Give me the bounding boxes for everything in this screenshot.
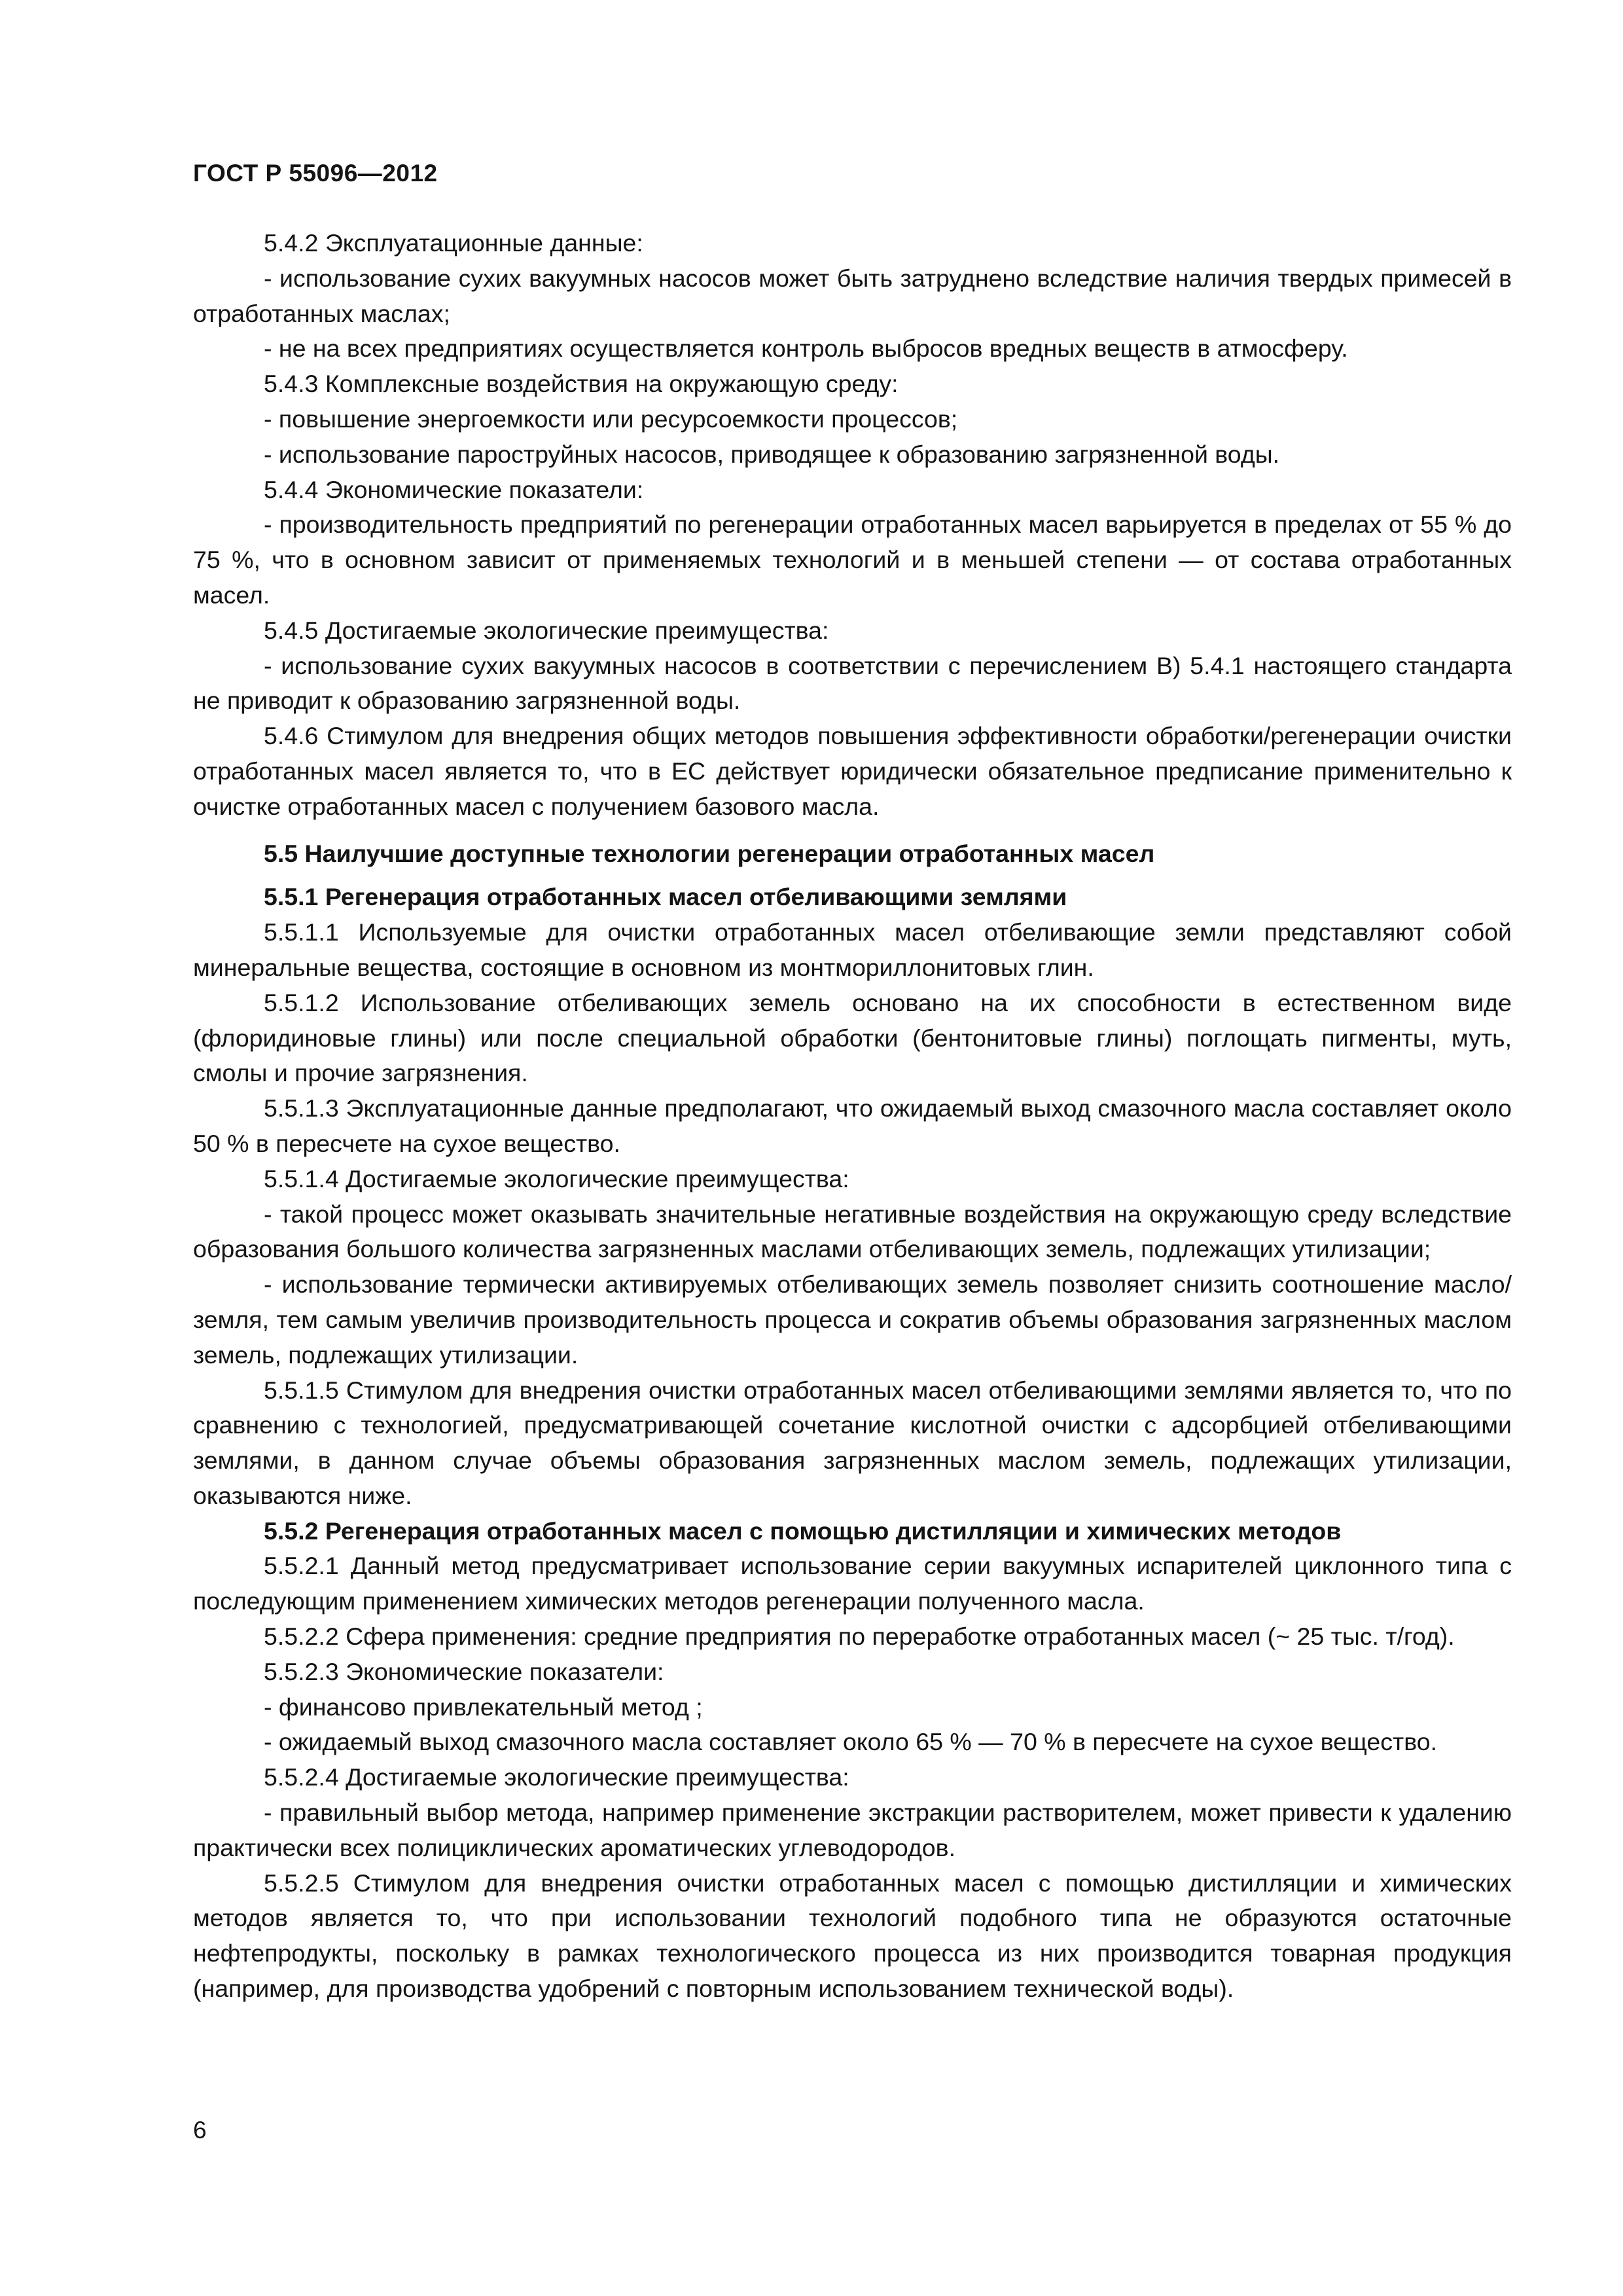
- paragraph: 5.5.1.5 Стимулом для внедрения очистки отработанных масел отбеливающими землями является то, что по сравнению с технологией, предусматривающей сочетание кислотной очистки с адсорбцией отбеливающими землями, в данном случае объемы образования загрязненных маслом земель, подлежащих утилизации, оказываются ниже.: [193, 1376, 1512, 1509]
- list-item: - такой процесс может оказывать значительные негативные воздействия на окружающую среду вследствие образования большого количества загрязненных маслами отбеливающих земель, подлежащих утилизации;: [193, 1200, 1512, 1263]
- paragraph: 5.4.2 Эксплуатационные данные:: [264, 229, 643, 257]
- document-header: ГОСТ Р 55096—2012: [193, 160, 438, 187]
- paragraph: 5.4.6 Стимулом для внедрения общих методов повышения эффективности обработки/регенерации очистки отработанных масел является то, что в ЕС действует юридически обязательное предписание применительно к очистке отработанных масел с получением базового масла.: [193, 722, 1512, 820]
- paragraph: 5.5.2.1 Данный метод предусматривает использование серии вакуумных испарителей циклонного типа с последующим применением химических методов регенерации полученного масла.: [193, 1552, 1512, 1615]
- list-item: - ожидаемый выход смазочного масла составляет около 65 % — 70 % в пересчете на сухое вещество.: [264, 1728, 1437, 1756]
- page-number: 6: [193, 2117, 207, 2144]
- list-item: - производительность предприятий по регенерации отработанных масел варьируется в пределах от 55 % до 75 %, что в основном зависит от применяемых технологий и в меньшей степени — от состава отработанных масел.: [193, 511, 1512, 609]
- paragraph: 5.5.1.1 Используемые для очистки отработанных масел отбеливающие земли представляют собой минеральные вещества, состоящие в основном из монтмориллонитовых глин.: [193, 918, 1512, 981]
- paragraph: 5.5.2.5 Стимулом для внедрения очистки отработанных масел с помощью дистилляции и химических методов является то, что при использовании технологий подобного типа не образуются остаточные нефтепродукты, поскольку в рамках технологического процесса из них производится товарная продукция (например, для производства удобрений с повторным использованием технической воды).: [193, 1869, 1512, 2003]
- list-item: - финансово привлекательный метод ;: [264, 1693, 703, 1721]
- list-item: - правильный выбор метода, например применение экстракции растворителем, может привести к удалению практически всех полициклических ароматических углеводородов.: [193, 1799, 1512, 1861]
- paragraph: 5.5.2.3 Экономические показатели:: [264, 1657, 664, 1685]
- list-item: - использование сухих вакуумных насосов в соответствии с перечислением В) 5.4.1 настоящего стандарта не приводит к образованию загрязненной воды.: [193, 651, 1512, 715]
- list-item: - использование термически активируемых отбеливающих земель позволяет снизить соотношение масло/земля, тем самым увеличив производительность процесса и сократив объемы образования загрязненных маслом земель, подлежащих утилизации.: [193, 1270, 1512, 1369]
- paragraph: 5.4.5 Достигаемые экологические преимущества:: [264, 616, 829, 644]
- section-heading: 5.5 Наилучшие доступные технологии регенерации отработанных масел: [264, 839, 1155, 867]
- paragraph: 5.5.1.3 Эксплуатационные данные предполагают, что ожидаемый выход смазочного масла составляет около 50 % в пересчете на сухое вещество.: [193, 1094, 1512, 1157]
- subsection-heading: 5.5.2 Регенерация отработанных масел с помощью дистилляции и химических методов: [264, 1516, 1342, 1545]
- paragraph: 5.5.1.4 Достигаемые экологические преимущества:: [264, 1164, 849, 1193]
- list-item: - использование сухих вакуумных насосов может быть затруднено вследствие наличия твердых примесей в отработанных маслах;: [193, 264, 1512, 327]
- paragraph: 5.5.2.4 Достигаемые экологические преимущества:: [264, 1763, 849, 1791]
- paragraph: 5.4.4 Экономические показатели:: [264, 475, 644, 503]
- document-body: [193, 226, 1512, 2007]
- paragraph: 5.4.3 Комплексные воздействия на окружающую среду:: [264, 370, 899, 398]
- list-item: - не на всех предприятиях осуществляется контроль выбросов вредных веществ в атмосферу.: [264, 334, 1348, 363]
- paragraph: 5.5.1.2 Использование отбеливающих земель основано на их способности в естественном виде (флоридиновые глины) или после специальной обработки (бентонитовые глины) поглощать пигменты, муть, смолы и прочие загрязнения.: [193, 988, 1512, 1087]
- paragraph: 5.5.2.2 Сфера применения: средние предприятия по переработке отработанных масел (~ 25 тыс. т/год).: [264, 1623, 1455, 1651]
- subsection-heading: 5.5.1 Регенерация отработанных масел отбеливающими землями: [264, 883, 1067, 911]
- list-item: - использование пароструйных насосов, приводящее к образованию загрязненной воды.: [264, 440, 1280, 468]
- list-item: - повышение энергоемкости или ресурсоемкости процессов;: [264, 404, 958, 433]
